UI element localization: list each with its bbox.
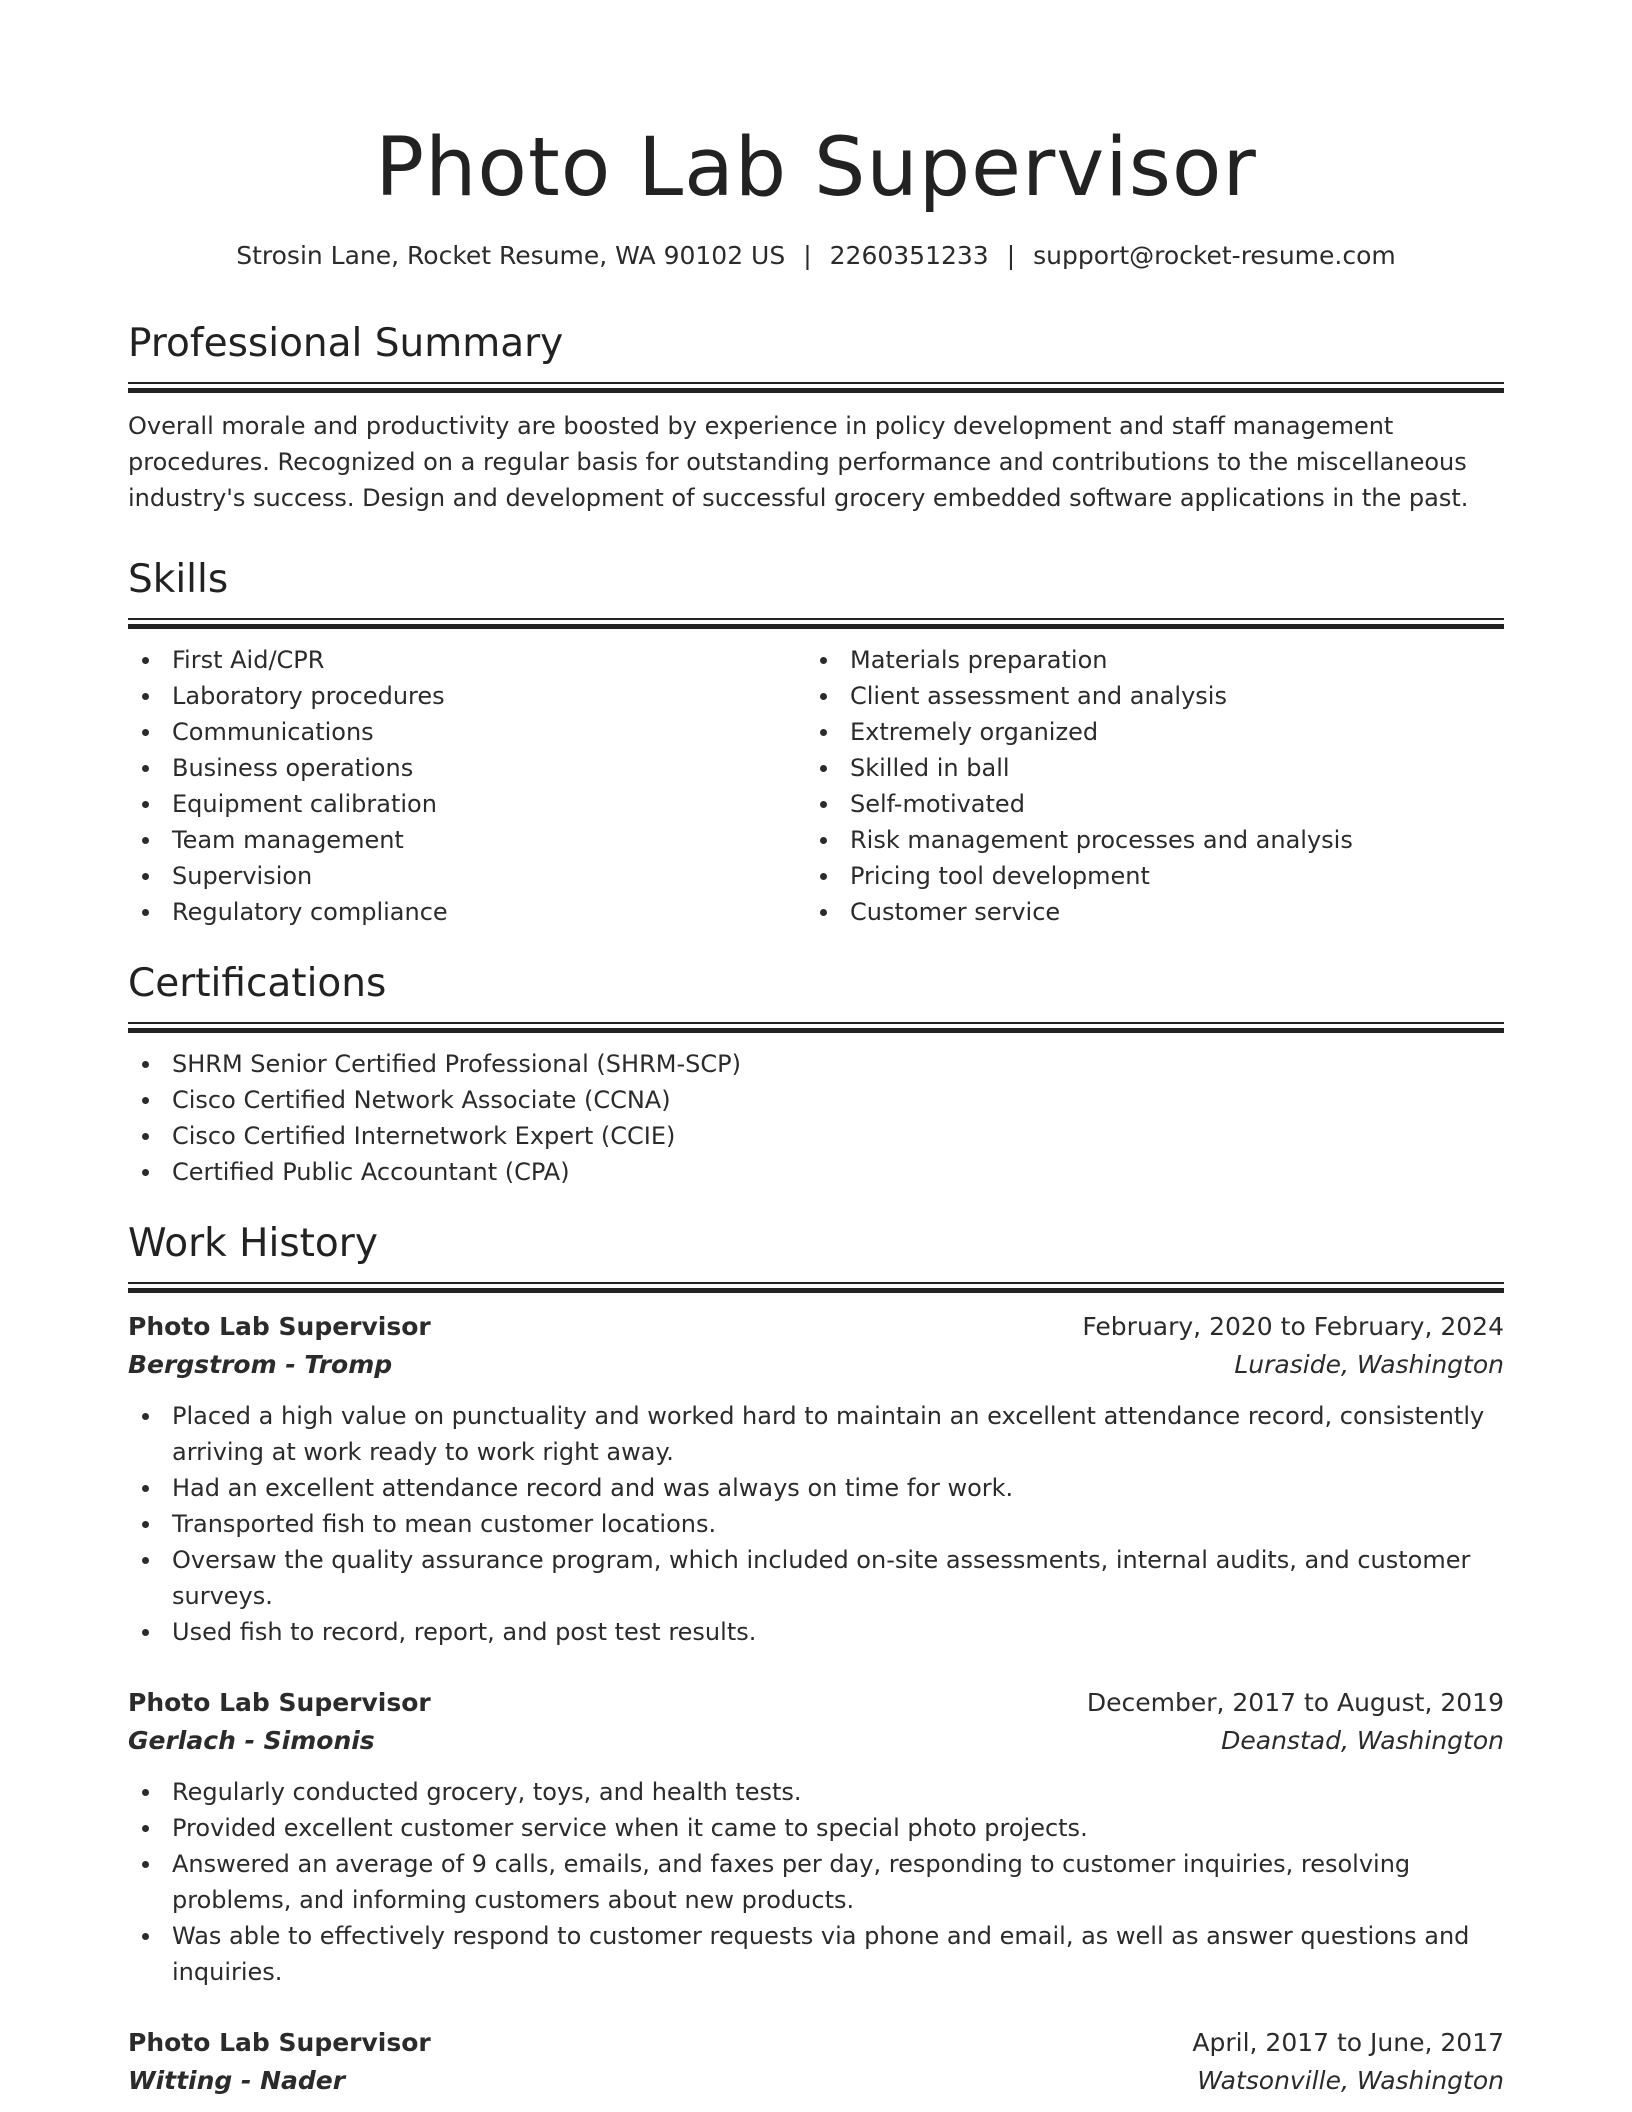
work-history-heading: Work History <box>128 1221 378 1266</box>
skills-list-left <box>128 642 806 930</box>
job-duty: Oversaw the quality assurance program, which included on-site assessments, internal audits, and customer surveys. <box>128 1542 1504 1614</box>
resume-name: Photo Lab Supervisor <box>375 121 1257 215</box>
job-duty: Placed a high value on punctuality and worked hard to maintain an excellent attendance record, consistently arriving at work ready to work right away. <box>128 1398 1504 1470</box>
skill-item: Laboratory procedures <box>128 678 806 714</box>
contact-address: Strosin Lane, Rocket Resume, WA 90102 US <box>236 241 786 270</box>
certification-item: Certified Public Accountant (CPA) <box>128 1154 1504 1190</box>
section-divider <box>128 618 1504 628</box>
job-duty: Regularly conducted grocery, toys, and health tests. <box>128 1774 1504 1810</box>
skill-item: Customer service <box>806 894 1484 930</box>
job-company-row <box>128 2062 1504 2100</box>
job-title-row <box>128 1308 1504 1346</box>
job-company: Gerlach - Simonis <box>128 1726 375 1755</box>
summary-section <box>128 320 1504 516</box>
certifications-heading: Certifications <box>128 961 387 1006</box>
summary-text: Overall morale and productivity are boosted by experience in policy development and staff management procedures. Recognized on a regular basis for outstanding performance and contributions to the miscellaneous industry's success. Design and development of successful grocery embedded software applications in the past. <box>128 412 1469 512</box>
job-duties-list <box>128 1398 1504 1650</box>
contact-separator: | <box>803 241 812 270</box>
job-duty: Was able to effectively respond to customer requests via phone and email, as well as answer questions and inquiries. <box>128 1918 1504 1990</box>
certifications-section <box>128 960 1504 1190</box>
job-company: Bergstrom - Tromp <box>128 1350 393 1379</box>
section-divider <box>128 1282 1504 1292</box>
skills-list-right <box>806 642 1484 930</box>
resume-header <box>128 0 1504 274</box>
skill-item: Communications <box>128 714 806 750</box>
job-duty: Had an excellent attendance record and was always on time for work. <box>128 1470 1504 1506</box>
skills-grid <box>128 642 1504 930</box>
section-divider <box>128 1022 1504 1032</box>
job-title: Photo Lab Supervisor <box>128 2028 431 2057</box>
skill-item: Self-motivated <box>806 786 1484 822</box>
job-company: Witting - Nader <box>128 2066 346 2095</box>
job-entry <box>128 2024 1504 2100</box>
job-title-row <box>128 1684 1504 1722</box>
skill-item: Supervision <box>128 858 806 894</box>
contact-phone: 2260351233 <box>829 241 989 270</box>
skill-item: Client assessment and analysis <box>806 678 1484 714</box>
skill-item: Regulatory compliance <box>128 894 806 930</box>
skills-section <box>128 556 1504 930</box>
job-entry <box>128 1308 1504 1650</box>
job-duty: Used fish to record, report, and post test results. <box>128 1614 1504 1650</box>
job-location: Deanstad, Washington <box>1221 1726 1504 1755</box>
job-location: Watsonville, Washington <box>1197 2066 1504 2095</box>
job-title-row <box>128 2024 1504 2062</box>
skill-item: Pricing tool development <box>806 858 1484 894</box>
skill-item: Equipment calibration <box>128 786 806 822</box>
job-duty: Answered an average of 9 calls, emails, and faxes per day, responding to customer inquiries, resolving problems, and informing customers about new products. <box>128 1846 1504 1918</box>
certifications-list <box>128 1046 1504 1190</box>
skill-item: Team management <box>128 822 806 858</box>
certification-item: SHRM Senior Certified Professional (SHRM-SCP) <box>128 1046 1504 1082</box>
job-title: Photo Lab Supervisor <box>128 1312 431 1341</box>
skill-item: Skilled in ball <box>806 750 1484 786</box>
skill-item: Materials preparation <box>806 642 1484 678</box>
contact-email: support@rocket-resume.com <box>1033 241 1396 270</box>
summary-heading: Professional Summary <box>128 321 564 366</box>
job-duty: Provided excellent customer service when it came to special photo projects. <box>128 1810 1504 1846</box>
job-dates: February, 2020 to February, 2024 <box>1082 1312 1504 1341</box>
job-title: Photo Lab Supervisor <box>128 1688 431 1717</box>
job-company-row <box>128 1722 1504 1760</box>
contact-separator: | <box>1006 241 1016 270</box>
section-divider <box>128 382 1504 392</box>
skill-item: First Aid/CPR <box>128 642 806 678</box>
job-company-row <box>128 1346 1504 1384</box>
contact-line <box>128 238 1504 274</box>
skills-heading: Skills <box>128 557 229 602</box>
skill-item: Business operations <box>128 750 806 786</box>
job-dates: April, 2017 to June, 2017 <box>1192 2028 1504 2057</box>
job-entry <box>128 1684 1504 1990</box>
work-history-section <box>128 1220 1504 2100</box>
job-location: Luraside, Washington <box>1234 1350 1504 1379</box>
skill-item: Risk management processes and analysis <box>806 822 1484 858</box>
job-duties-list <box>128 1774 1504 1990</box>
skill-item: Extremely organized <box>806 714 1484 750</box>
certification-item: Cisco Certified Network Associate (CCNA) <box>128 1082 1504 1118</box>
job-dates: December, 2017 to August, 2019 <box>1086 1688 1504 1717</box>
certification-item: Cisco Certified Internetwork Expert (CCIE) <box>128 1118 1504 1154</box>
job-duty: Transported fish to mean customer locations. <box>128 1506 1504 1542</box>
